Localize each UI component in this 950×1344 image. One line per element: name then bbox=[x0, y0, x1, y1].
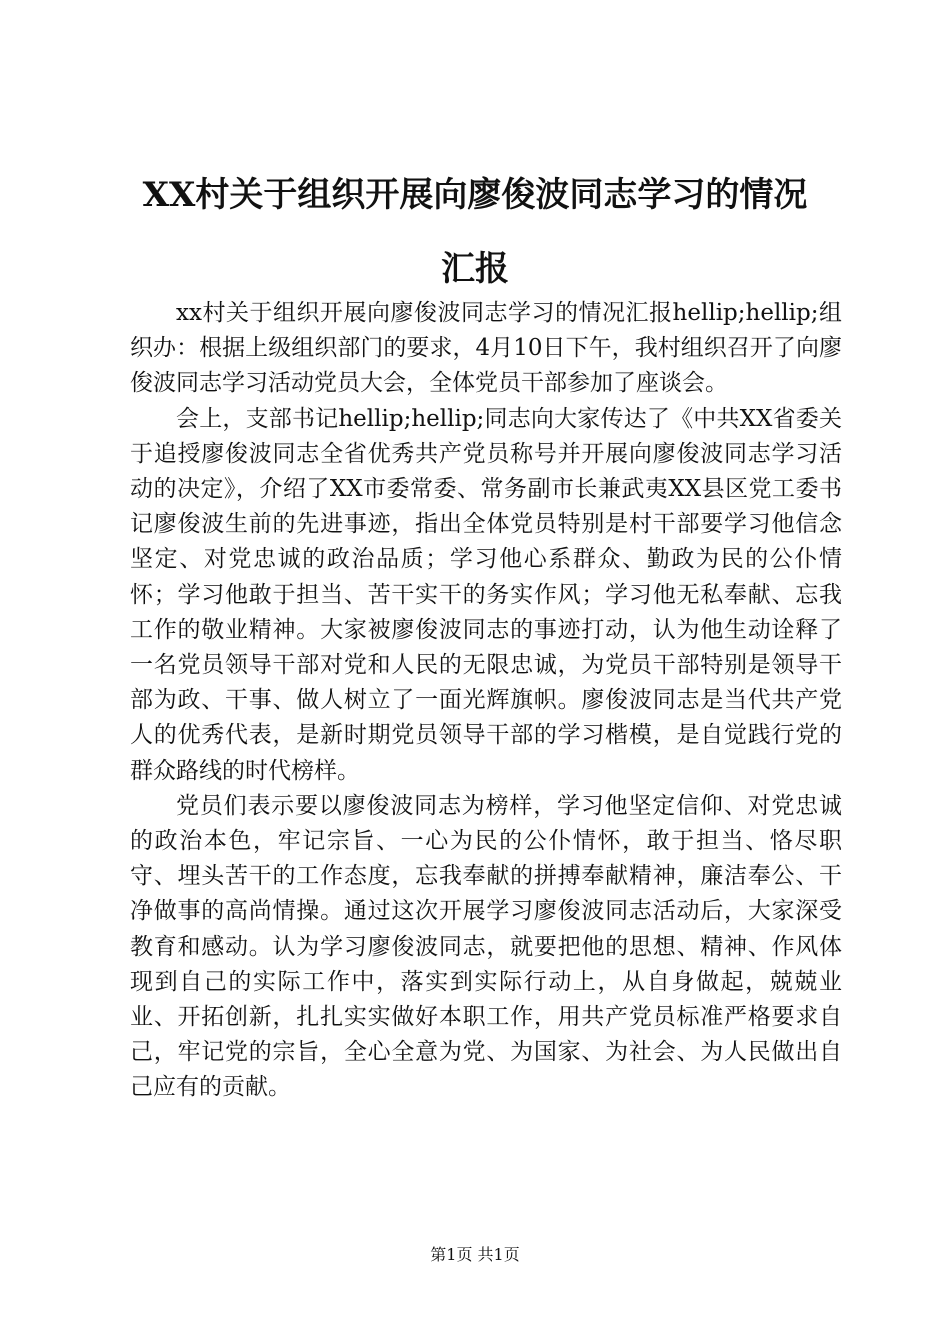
paragraph-1: xx村关于组织开展向廖俊波同志学习的情况汇报hellip;hellip;组织办：根据上级组织部门的要求，4月10日下午，我村组织召开了向廖俊波同志学习活动党员大会，全体党员干部参加了座谈会。 bbox=[130, 300, 842, 397]
paragraph-3: 党员们表示要以廖俊波同志为榜样，学习他坚定信仰、对党忠诚的政治本色，牢记宗旨、一心为民的公仆情怀，敢于担当、恪尽职守、埋头苦干的工作态度，忘我奉献的拼搏奉献精神，廉洁奉公、干净做事的高尚情操。通过这次开展学习廖俊波同志活动后，大家深受教育和感动。认为学习廖俊波同志，就要把他的思想、精神、作风体现到自己的实际工作中，落实到实际行动上，从自身做起，兢兢业业、开拓创新，扎扎实实做好本职工作，用共产党员标准严格要求自己，牢记党的宗旨，全心全意为党、为国家、为社会、为人民做出自己应有的贡献。 bbox=[130, 792, 842, 1101]
document-title bbox=[110, 158, 840, 306]
page-footer bbox=[0, 1244, 950, 1266]
title-line-1: XX村关于组织开展向廖俊波同志学习的情况 bbox=[142, 175, 808, 215]
paragraph-2: 会上，支部书记hellip;hellip;同志向大家传达了《中共XX省委关于追授廖俊波同志全省优秀共产党员称号并开展向廖俊波同志学习活动的决定》，介绍了XX市委常委、常务副市长兼武夷XX县区党工委书记廖俊波生前的先进事迹，指出全体党员特别是村干部要学习他信念坚定、对党忠诚的政治品质；学习他心系群众、勤政为民的公仆情怀；学习他敢于担当、苦干实干的务实作风；学习他无私奉献、忘我工作的敬业精神。大家被廖俊波同志的事迹打动，认为他生动诠释了一名党员领导干部对党和人民的无限忠诚，为党员干部特别是领导干部为政、干事、做人树立了一面光辉旗帜。廖俊波同志是当代共产党人的优秀代表，是新时期党员领导干部的学习楷模，是自觉践行党的群众路线的时代榜样。 bbox=[130, 405, 842, 784]
page-number: 第1页 共1页 bbox=[430, 1245, 520, 1264]
title-line-2: 汇报 bbox=[441, 249, 509, 289]
document-body bbox=[130, 296, 842, 1106]
